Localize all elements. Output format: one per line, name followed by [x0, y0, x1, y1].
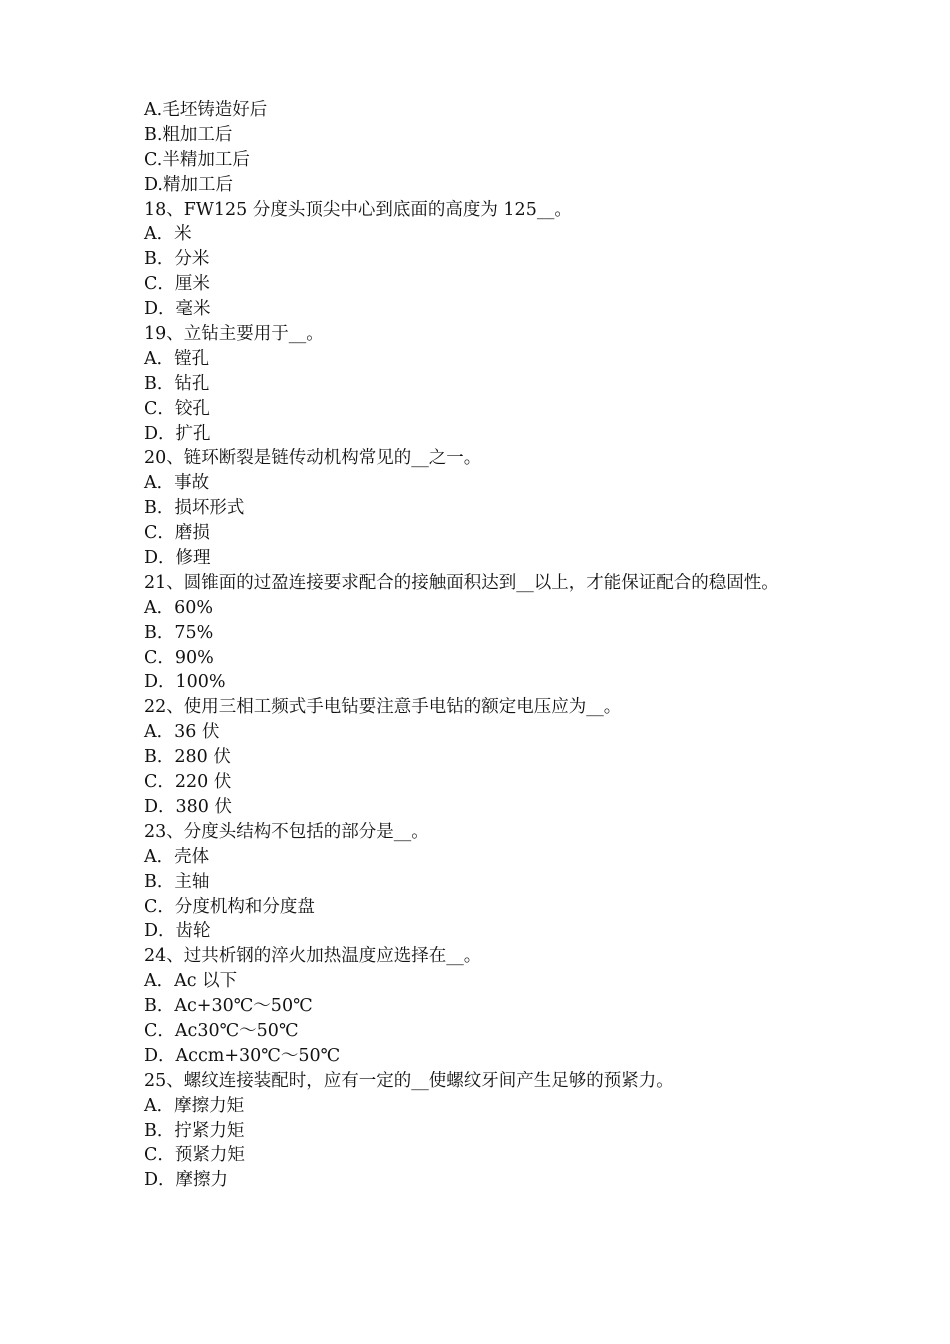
option-line: D．齿轮: [144, 921, 211, 942]
option-line: B．损坏形式: [144, 498, 245, 519]
option-line: A．摩擦力矩: [144, 1095, 245, 1116]
option-line: D．扩孔: [144, 423, 211, 444]
option-line: C．Ac30℃～50℃: [144, 1020, 299, 1041]
question-18: 18、FW125 分度头顶尖中心到底面的高度为 125__。: [144, 199, 572, 220]
option-line: C.半精加工后: [144, 149, 250, 170]
option-line: C．磨损: [144, 523, 210, 544]
option-line: A．60%: [144, 597, 214, 618]
option-line: A．壳体: [144, 846, 210, 867]
option-line: D．毫米: [144, 299, 211, 320]
option-line: A．米: [144, 224, 192, 245]
option-line: B．75%: [144, 622, 214, 643]
option-line: B．主轴: [144, 871, 210, 892]
option-line: A．镗孔: [144, 348, 210, 369]
option-line: B．分米: [144, 249, 210, 270]
option-line: C．90%: [144, 647, 214, 668]
option-line: C．厘米: [144, 274, 210, 295]
question-21: 21、圆锥面的过盈连接要求配合的接触面积达到__以上，才能保证配合的稳固性。: [144, 572, 779, 593]
option-line: B．280 伏: [144, 747, 231, 768]
option-line: A．Ac 以下: [144, 971, 238, 992]
option-line: C．铰孔: [144, 398, 210, 419]
option-line: D．修理: [144, 548, 211, 569]
option-line: A．事故: [144, 473, 210, 494]
question-19: 19、立钻主要用于__。: [144, 324, 324, 345]
question-25: 25、螺纹连接装配时，应有一定的__使螺纹牙间产生足够的预紧力。: [144, 1070, 674, 1091]
option-line: D.精加工后: [144, 174, 233, 195]
option-line: B．拧紧力矩: [144, 1120, 245, 1141]
question-22: 22、使用三相工频式手电钻要注意手电钻的额定电压应为__。: [144, 697, 622, 718]
option-line: B.粗加工后: [144, 124, 233, 145]
question-23: 23、分度头结构不包括的部分是__。: [144, 821, 429, 842]
option-line: B．Ac+30℃～50℃: [144, 996, 313, 1017]
option-line: D．100%: [144, 672, 226, 693]
option-line: D．380 伏: [144, 796, 232, 817]
question-24: 24、过共析钢的淬火加热温度应选择在__。: [144, 946, 482, 967]
option-line: B．钻孔: [144, 373, 210, 394]
option-line: D．Accm+30℃～50℃: [144, 1045, 341, 1066]
option-line: A．36 伏: [144, 722, 220, 743]
question-list: [144, 98, 844, 1193]
option-line: C．预紧力矩: [144, 1145, 245, 1166]
question-20: 20、链环断裂是链传动机构常见的__之一。: [144, 448, 482, 469]
option-line: D．摩擦力: [144, 1170, 229, 1191]
option-line: A.毛坯铸造好后: [144, 100, 268, 120]
option-line: C．分度机构和分度盘: [144, 896, 315, 917]
option-line: C．220 伏: [144, 772, 232, 793]
